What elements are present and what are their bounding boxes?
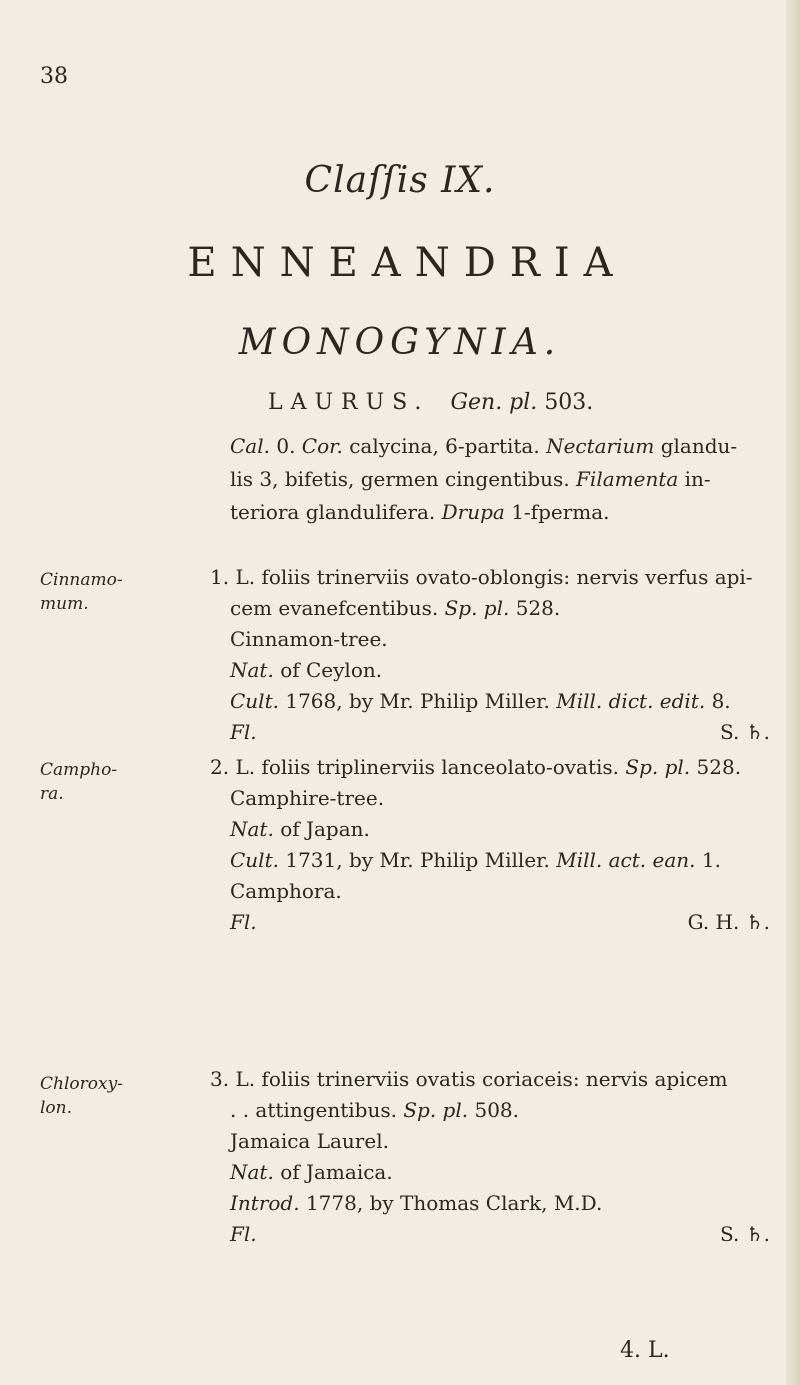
species-diagnosis: 3. L. foliis trinerviis ovatis coriaceis: nervis apicem bbox=[210, 1067, 728, 1091]
synonym: Camphora. bbox=[230, 879, 342, 903]
species-reference-number: 528. bbox=[696, 755, 742, 779]
cultivation-reference-number: 1. bbox=[701, 848, 721, 872]
corolla-label: Cor. bbox=[301, 434, 343, 458]
flowering-line bbox=[210, 717, 770, 748]
page-number: 38 bbox=[40, 64, 68, 89]
species-diagnosis-cont bbox=[210, 593, 770, 624]
species-reference-number: 528. bbox=[515, 596, 561, 620]
genus-name: LAURUS. bbox=[268, 390, 430, 415]
species-entry-cinnamon bbox=[210, 562, 770, 748]
margin-name-line: Chloroxy- bbox=[40, 1074, 123, 1094]
genus-reference: Gen. pl. bbox=[450, 390, 538, 415]
species-diagnosis bbox=[210, 752, 770, 783]
species-reference-number: 508. bbox=[474, 1098, 519, 1122]
flowering-value: S. ♄. bbox=[720, 720, 770, 744]
native-text: of Jamaica. bbox=[280, 1160, 393, 1184]
common-name: Cinnamon-tree. bbox=[230, 627, 388, 651]
common-name: Camphire-tree. bbox=[230, 786, 385, 810]
page-edge bbox=[786, 0, 800, 1385]
flowering-label: Fl. bbox=[230, 720, 257, 744]
nectarium-text: glandu- bbox=[660, 434, 738, 458]
generic-line-2-text: lis 3, bifetis, germen cingentibus. bbox=[230, 467, 570, 491]
native-text: of Ceylon. bbox=[280, 658, 383, 682]
cultivation-line bbox=[210, 845, 770, 876]
common-name: Jamaica Laurel. bbox=[230, 1129, 389, 1153]
cultivation-text: 1768, by Mr. Philip Miller. bbox=[285, 689, 550, 713]
introduction-text: 1778, by Thomas Clark, M.D. bbox=[305, 1191, 603, 1215]
margin-name-line: lon. bbox=[40, 1098, 73, 1118]
species-diagnosis-cont bbox=[210, 1095, 770, 1126]
cultivation-label: Cult. bbox=[230, 689, 279, 713]
genus-heading bbox=[268, 390, 593, 415]
introduction-line bbox=[210, 1188, 770, 1219]
cultivation-line bbox=[210, 686, 770, 717]
species-reference: Sp. pl. bbox=[625, 755, 691, 779]
drupa-text: 1-fperma. bbox=[511, 500, 610, 524]
flowering-line bbox=[210, 907, 770, 938]
class-name-heading: ENNEANDRIA bbox=[187, 240, 627, 286]
native-label: Nat. bbox=[230, 1160, 274, 1184]
flowering-label: Fl. bbox=[230, 1222, 257, 1246]
generic-line-3-text: teriora glandulifera. bbox=[230, 500, 436, 524]
diagnosis-text: 2. L. foliis triplinerviis lanceolato-ovatis. bbox=[210, 755, 620, 779]
species-reference: Sp. pl. bbox=[444, 596, 510, 620]
corolla-text: calycina, 6-partita. bbox=[349, 434, 540, 458]
generic-character-line-2 bbox=[230, 463, 770, 496]
genus-reference-number: 503. bbox=[544, 390, 594, 415]
native-line bbox=[210, 1157, 770, 1188]
margin-name-camphora bbox=[40, 758, 117, 806]
species-diagnosis: 1. L. foliis trinerviis ovato-oblongis: nervis verfus api- bbox=[210, 565, 753, 589]
order-name-heading: MONOGYNIA. bbox=[238, 322, 562, 363]
classis-heading: Claſſis IX. bbox=[304, 160, 496, 201]
diagnosis-text: . . attingentibus. bbox=[230, 1098, 397, 1122]
calyx-label: Cal. bbox=[230, 434, 270, 458]
filamenta-text: in- bbox=[684, 467, 711, 491]
native-label: Nat. bbox=[230, 658, 274, 682]
introduction-label: Introd. bbox=[230, 1191, 300, 1215]
generic-character bbox=[230, 430, 770, 529]
diagnosis-text: cem evanefcentibus. bbox=[230, 596, 439, 620]
flowering-value: G. H. ♄. bbox=[687, 910, 770, 934]
cultivation-label: Cult. bbox=[230, 848, 279, 872]
native-text: of Japan. bbox=[280, 817, 370, 841]
cultivation-text: 1731, by Mr. Philip Miller. bbox=[285, 848, 550, 872]
catchword: 4. L. bbox=[620, 1338, 670, 1363]
calyx-text: 0. bbox=[276, 434, 296, 458]
flowering-line bbox=[210, 1219, 770, 1250]
margin-name-chloroxylon bbox=[40, 1072, 123, 1120]
species-entry-jamaica-laurel bbox=[210, 1064, 770, 1250]
native-label: Nat. bbox=[230, 817, 274, 841]
flowering-label: Fl. bbox=[230, 910, 257, 934]
margin-name-line: Cinnamo- bbox=[40, 570, 123, 590]
cultivation-reference: Mill. dict. edit. bbox=[556, 689, 706, 713]
cultivation-reference: Mill. act. ean. bbox=[556, 848, 696, 872]
flowering-value: S. ♄. bbox=[720, 1222, 770, 1246]
native-line bbox=[210, 814, 770, 845]
margin-name-line: ra. bbox=[40, 784, 64, 804]
native-line bbox=[210, 655, 770, 686]
nectarium-label: Nectarium bbox=[546, 434, 655, 458]
species-entry-camphire bbox=[210, 752, 770, 938]
species-reference: Sp. pl. bbox=[403, 1098, 469, 1122]
drupa-label: Drupa bbox=[441, 500, 505, 524]
margin-name-cinnamomum bbox=[40, 568, 123, 616]
cultivation-reference-number: 8. bbox=[711, 689, 731, 713]
margin-name-line: mum. bbox=[40, 594, 89, 614]
generic-character-line-1 bbox=[230, 430, 770, 463]
margin-name-line: Campho- bbox=[40, 760, 118, 780]
filamenta-label: Filamenta bbox=[576, 467, 679, 491]
generic-character-line-3 bbox=[230, 496, 770, 529]
